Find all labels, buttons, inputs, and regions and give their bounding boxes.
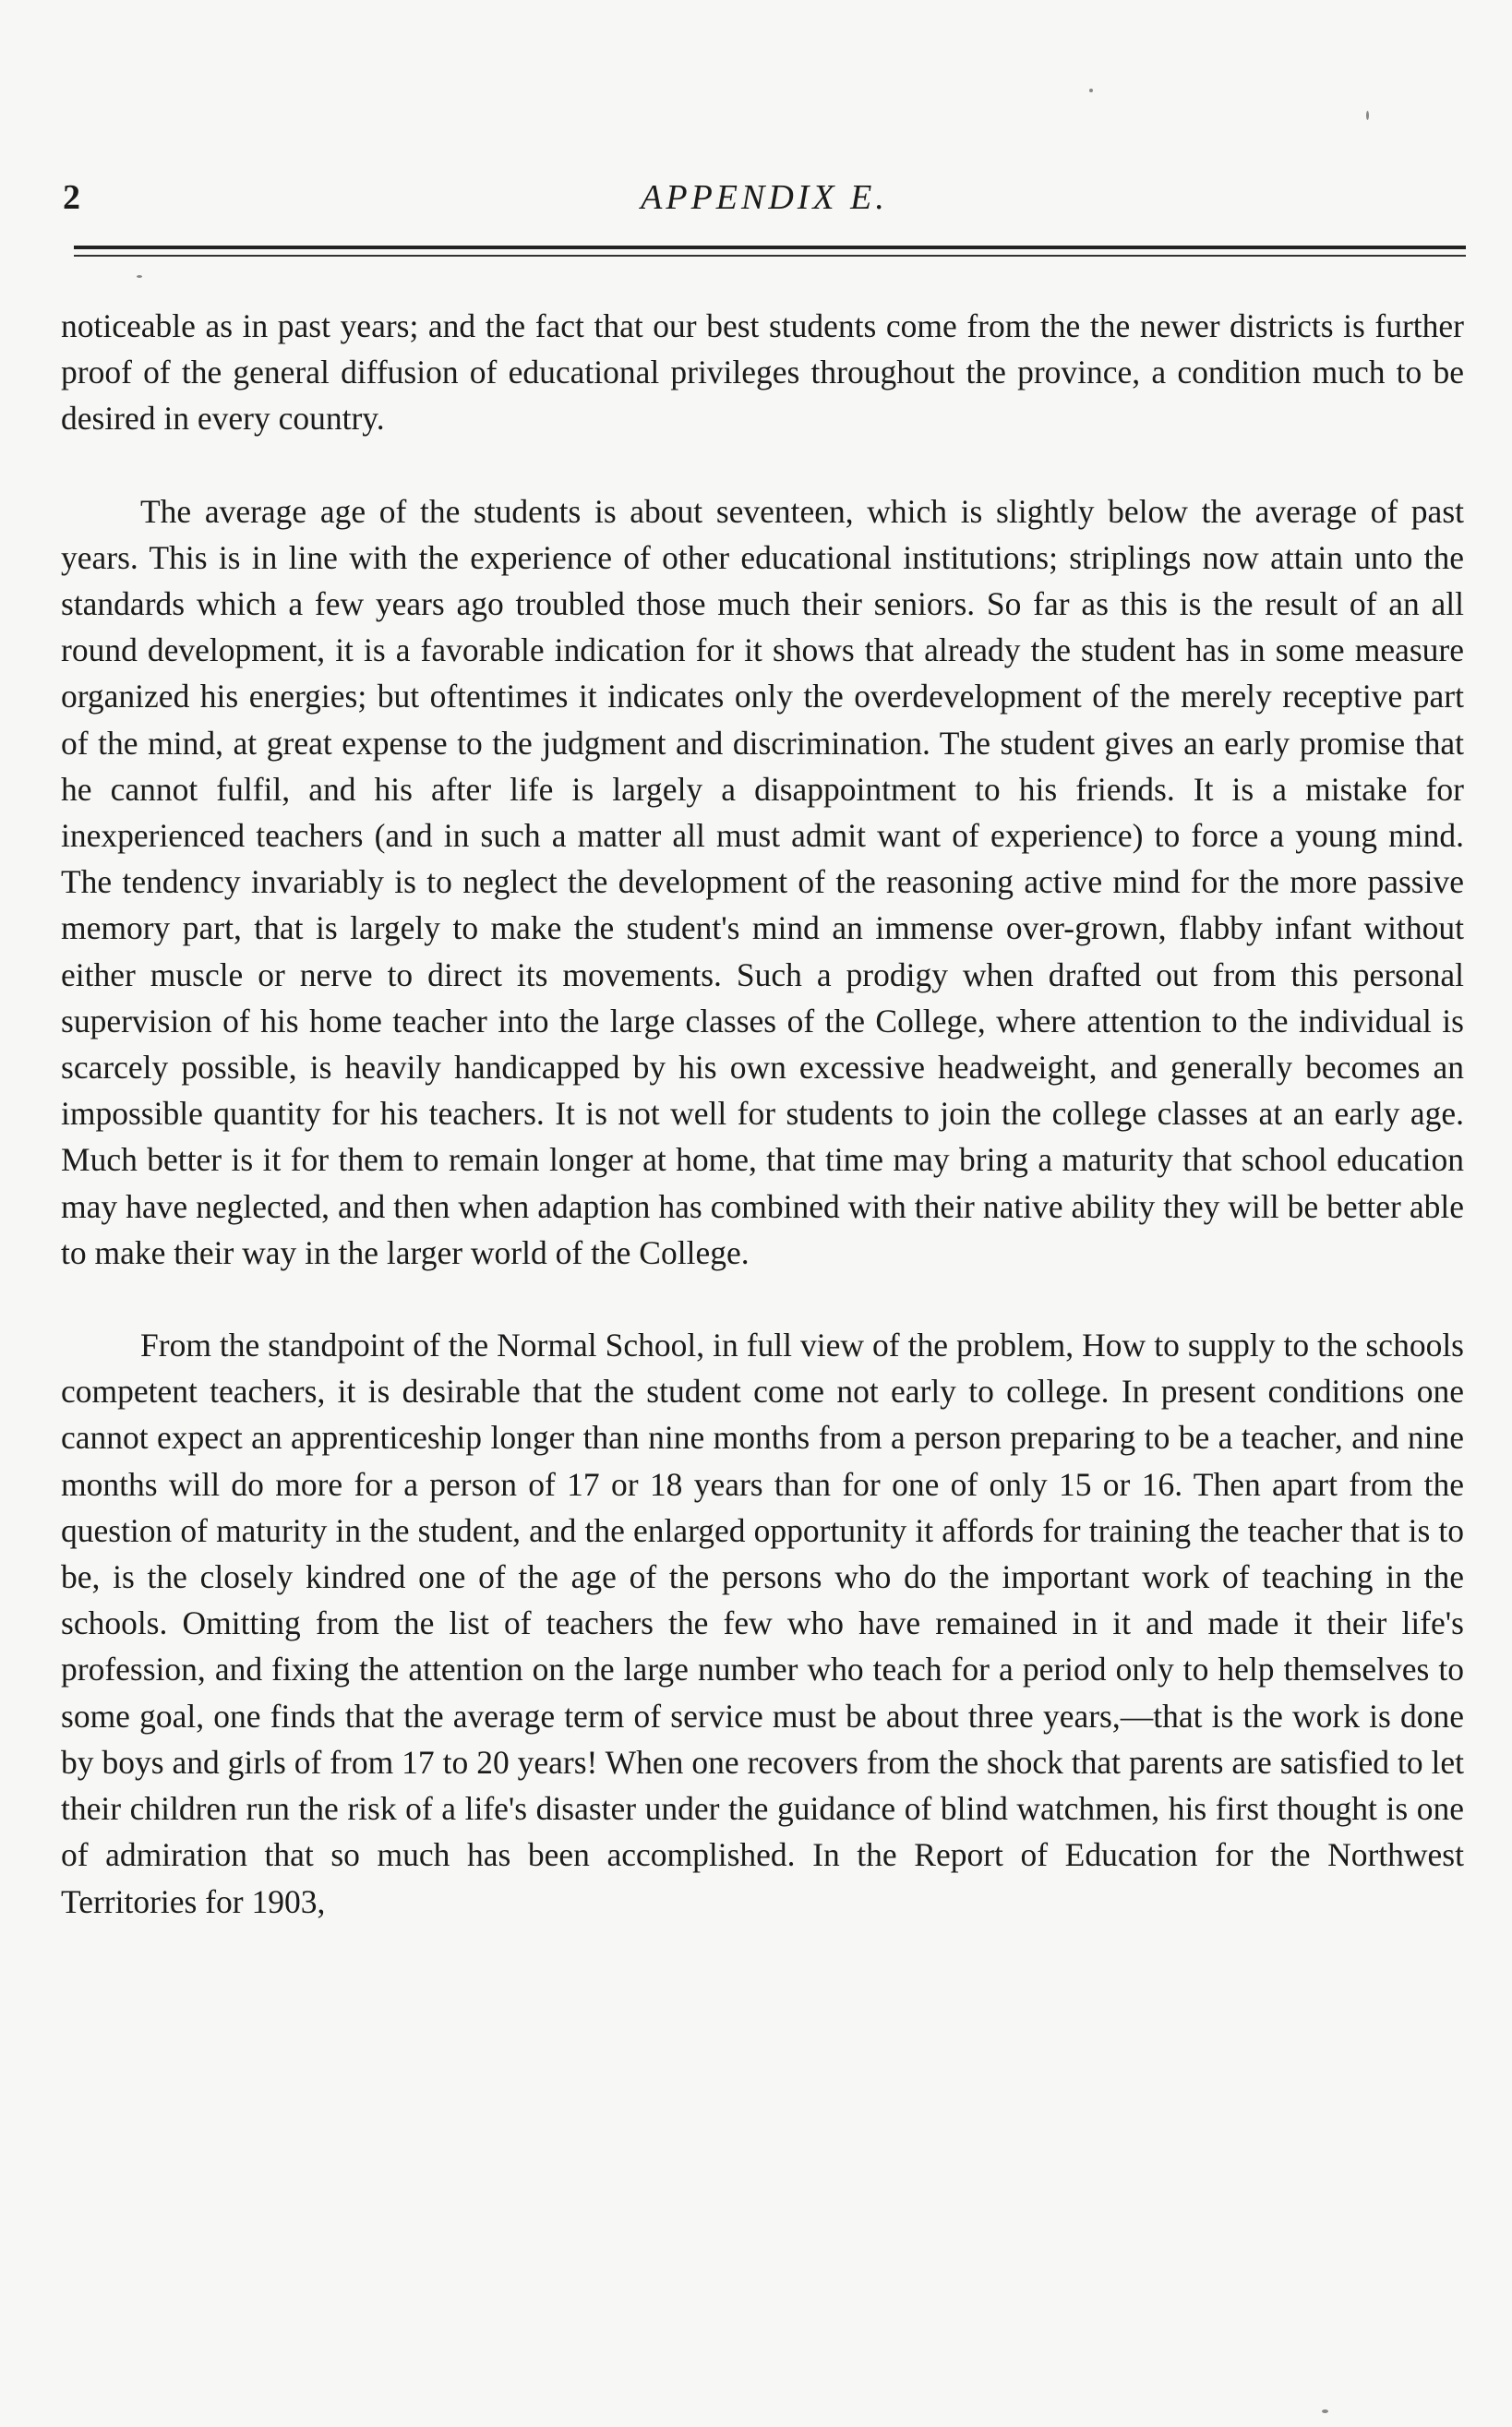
- running-head: APPENDIX E.: [641, 178, 888, 217]
- scan-speck: [1322, 2409, 1328, 2413]
- scan-speck: [137, 275, 142, 278]
- page-header: [63, 177, 1466, 233]
- paragraph-normal-school: From the standpoint of the Normal School, in full view of the problem, How to supply to the schools competent teachers, it is desirable that the student come not early to college. In present conditions one cannot expect an apprenticeship longer than nine months from a person preparing to be a teacher, and nine months will do more for a person of 17 or 18 years than for one of only 15 or 16. Then apart from the question of maturity in the student, and the enlarged opportunity it affords for training the teacher that is to be, is the closely kindred one of the age of the persons who do the important work of teaching in the schools. Omitting from the list of teachers the few who have remained in it and made it their life's profession, and fixing the attention on the large number who teach for a period only to help themselves to some goal, one finds that the average term of service must be about three years,—that is the work is done by boys and girls of from 17 to 20 years! When one recovers from the shock that parents are satisfied to let their children run the risk of a life's disaster under the guidance of blind watchmen, his first thought is one of admiration that so much has been accomplished. In the Report of Education for the Northwest Territories for 1903,: [61, 1327, 1464, 1920]
- paragraph-continuation: noticeable as in past years; and the fact that our best students come from the the newer districts is further proof of the general diffusion of educational privileges throughout the province, a condition much to be desired in every country.: [61, 307, 1464, 438]
- header-rule-thin: [74, 255, 1466, 257]
- page-number: 2: [63, 178, 80, 217]
- header-rule-thick: [74, 246, 1466, 249]
- scan-speck: [1366, 111, 1369, 120]
- paragraph-student-age: The average age of the students is about seventeen, which is slightly below the average of past years. This is in line with the experience of other educational institutions; striplings now attain unto the standards which a few years ago troubled those much their seniors. So far as this is the result of an all round development, it is a favorable indication for it shows that already the student has in some measure organized his energies; but oftentimes it indicates only the overdevelopment of the merely receptive part of the mind, at great expense to the judgment and discrimination. The student gives an early promise that he cannot fulfil, and his after life is largely a disappointment to his friends. It is a mistake for inexperienced teachers (and in such a matter all must admit want of experience) to force a young mind. The tendency invariably is to neglect the development of the reasoning active mind for the more passive memory part, that is largely to make the student's mind an immense over-grown, flabby infant without either muscle or nerve to direct its movements. Such a prodigy when drafted out from this personal supervision of his home teacher into the large classes of the College, where attention to the individual is scarcely possible, is heavily handicapped by his own excessive headweight, and generally becomes an impossible quantity for his teachers. It is not well for students to join the college classes at an early age. Much better is it for them to remain longer at home, that time may bring a maturity that school education may have neglected, and then when adaption has combined with their native ability they will be better able to make their way in the larger world of the College.: [61, 492, 1464, 1271]
- body-text: [61, 303, 1464, 1971]
- scan-speck: [1089, 89, 1093, 92]
